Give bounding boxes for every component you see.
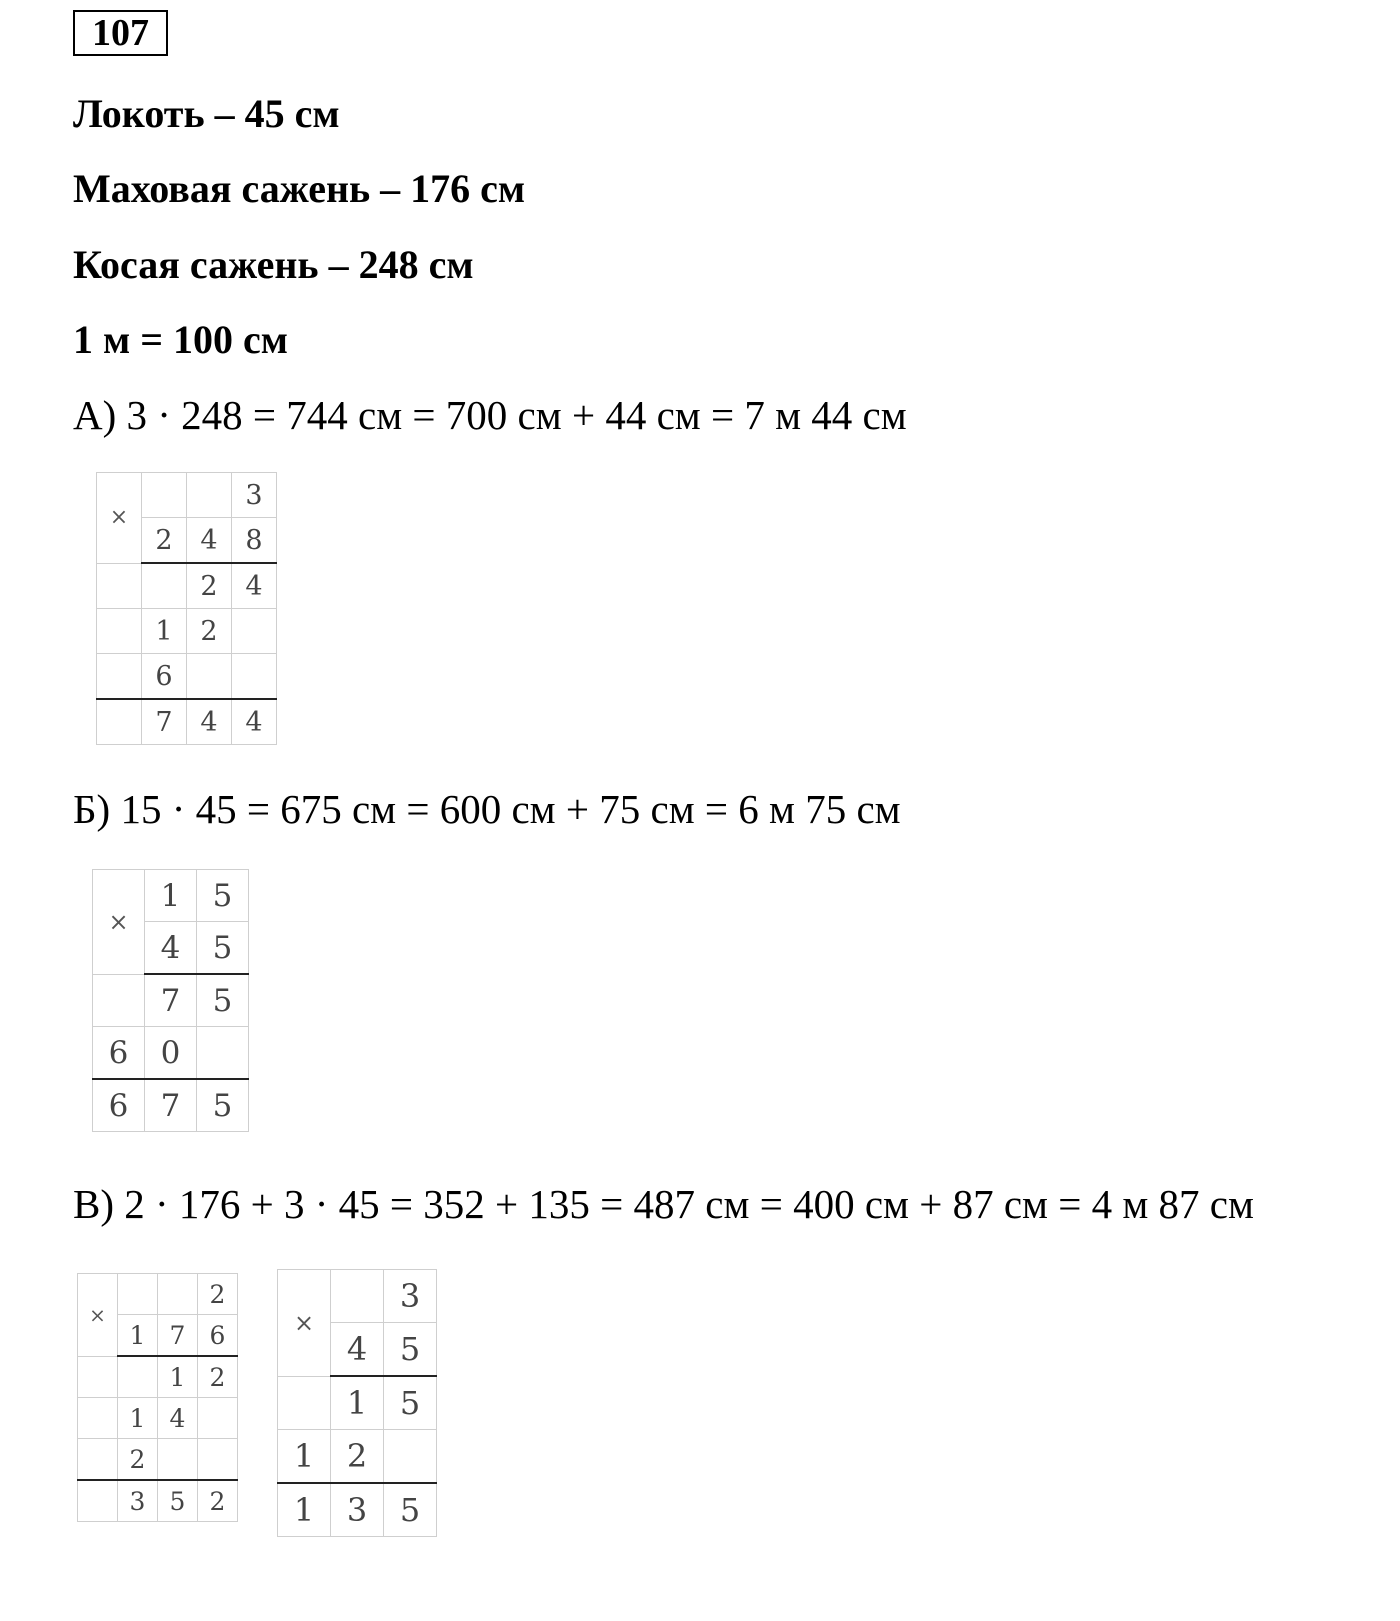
digit-cell bbox=[118, 1356, 158, 1398]
digit-cell: 1 bbox=[142, 609, 187, 654]
digit-cell bbox=[78, 1356, 118, 1398]
digit-cell: 2 bbox=[118, 1439, 158, 1481]
digit-cell: 1 bbox=[331, 1376, 384, 1430]
digit-cell bbox=[118, 1274, 158, 1315]
digit-cell bbox=[78, 1439, 118, 1481]
digit-cell bbox=[278, 1376, 331, 1430]
digit-cell: 5 bbox=[384, 1376, 437, 1430]
digit-cell bbox=[78, 1480, 118, 1522]
multiply-sign: × bbox=[78, 1274, 118, 1357]
definition-oblique-fathom: Косая сажень – 248 см bbox=[73, 242, 474, 287]
digit-cell: 4 bbox=[187, 699, 232, 745]
digit-cell: 7 bbox=[142, 699, 187, 745]
digit-cell: 5 bbox=[158, 1480, 198, 1522]
digit-cell: 4 bbox=[331, 1323, 384, 1377]
digit-cell bbox=[331, 1270, 384, 1323]
digit-cell: 5 bbox=[197, 974, 249, 1027]
digit-cell bbox=[187, 473, 232, 518]
multiply-sign: × bbox=[97, 473, 142, 564]
digit-cell: 6 bbox=[93, 1079, 145, 1132]
digit-cell: 2 bbox=[198, 1356, 238, 1398]
digit-cell: 6 bbox=[198, 1315, 238, 1357]
digit-cell: 2 bbox=[198, 1274, 238, 1315]
digit-cell bbox=[158, 1274, 198, 1315]
calculation-a bbox=[96, 472, 277, 745]
digit-cell bbox=[142, 563, 187, 609]
digit-cell bbox=[232, 609, 277, 654]
digit-cell: 1 bbox=[278, 1483, 331, 1537]
definition-swing-fathom: Маховая сажень – 176 см bbox=[73, 166, 526, 211]
digit-cell: 3 bbox=[331, 1483, 384, 1537]
digit-cell: 3 bbox=[118, 1480, 158, 1522]
digit-cell: 4 bbox=[158, 1398, 198, 1439]
calculation-c bbox=[77, 1273, 238, 1522]
multiply-sign: × bbox=[93, 870, 145, 975]
digit-cell bbox=[97, 699, 142, 745]
solution-c: В) 2 · 176 + 3 · 45 = 352 + 135 = 487 см = 400 см + 87 см = 4 м 87 см bbox=[73, 1181, 1254, 1227]
calculation-b bbox=[92, 869, 249, 1132]
solution-a: А) 3 · 248 = 744 см = 700 см + 44 см = 7 м 44 см bbox=[73, 392, 907, 438]
digit-cell: 3 bbox=[384, 1270, 437, 1323]
digit-cell: 1 bbox=[118, 1315, 158, 1357]
digit-cell bbox=[158, 1439, 198, 1481]
digit-cell: 2 bbox=[142, 518, 187, 564]
task-number: 107 bbox=[73, 10, 168, 56]
multiply-sign: × bbox=[278, 1270, 331, 1377]
definition-elbow: Локоть – 45 см bbox=[73, 91, 340, 136]
digit-cell: 4 bbox=[145, 922, 197, 975]
digit-cell bbox=[97, 563, 142, 609]
digit-cell: 7 bbox=[158, 1315, 198, 1357]
digit-cell: 4 bbox=[232, 563, 277, 609]
digit-cell bbox=[384, 1430, 437, 1484]
digit-cell: 5 bbox=[197, 922, 249, 975]
digit-cell bbox=[187, 654, 232, 700]
digit-cell bbox=[197, 1027, 249, 1080]
digit-cell: 2 bbox=[198, 1480, 238, 1522]
digit-cell: 2 bbox=[187, 609, 232, 654]
digit-cell bbox=[97, 609, 142, 654]
digit-cell: 5 bbox=[384, 1483, 437, 1537]
digit-cell bbox=[142, 473, 187, 518]
digit-cell: 8 bbox=[232, 518, 277, 564]
solution-b: Б) 15 · 45 = 675 см = 600 см + 75 см = 6 м 75 см bbox=[73, 786, 901, 832]
definition-meter: 1 м = 100 см bbox=[73, 317, 289, 362]
digit-cell: 5 bbox=[384, 1323, 437, 1377]
digit-cell: 6 bbox=[93, 1027, 145, 1080]
digit-cell: 3 bbox=[232, 473, 277, 518]
digit-cell bbox=[97, 654, 142, 700]
digit-cell: 5 bbox=[197, 1079, 249, 1132]
digit-cell: 4 bbox=[232, 699, 277, 745]
digit-cell: 7 bbox=[145, 974, 197, 1027]
digit-cell: 1 bbox=[278, 1430, 331, 1484]
digit-cell bbox=[232, 654, 277, 700]
digit-cell: 2 bbox=[187, 563, 232, 609]
digit-cell: 2 bbox=[331, 1430, 384, 1484]
digit-cell bbox=[198, 1439, 238, 1481]
digit-cell: 7 bbox=[145, 1079, 197, 1132]
digit-cell: 0 bbox=[145, 1027, 197, 1080]
calculation-d bbox=[277, 1269, 437, 1537]
digit-cell bbox=[78, 1398, 118, 1439]
digit-cell: 5 bbox=[197, 870, 249, 922]
digit-cell bbox=[198, 1398, 238, 1439]
digit-cell: 4 bbox=[187, 518, 232, 564]
digit-cell: 1 bbox=[145, 870, 197, 922]
digit-cell: 6 bbox=[142, 654, 187, 700]
digit-cell: 1 bbox=[158, 1356, 198, 1398]
digit-cell bbox=[93, 974, 145, 1027]
digit-cell: 1 bbox=[118, 1398, 158, 1439]
